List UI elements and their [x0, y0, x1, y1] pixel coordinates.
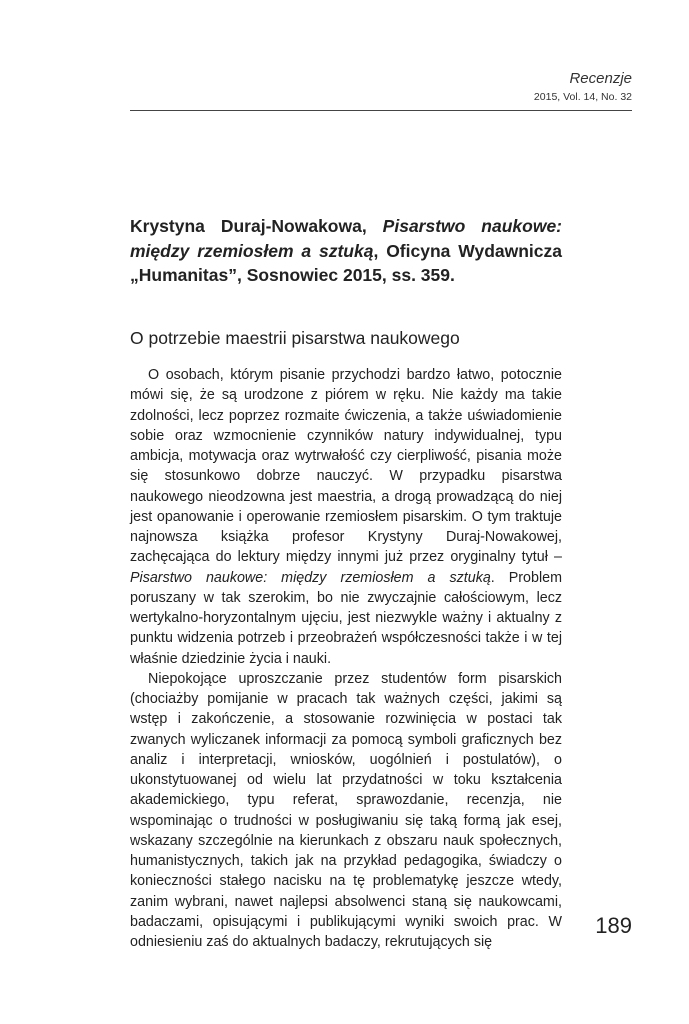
- paragraph-2: Niepokojące uproszczanie przez studentów form pisarskich (chociażby pomijanie w pracach tak ważnych części, jakimi są wstęp i zakończenie, a stosowanie rozwinięcia w postaci tak zwanych wyliczanek informacji za pomocą symboli graficznych bez analiz i interpretacji, wniosków, uogólnień i postulatów), o ukonstytuowanej od wielu lat przydatności w toku kształcenia akademickiego, typu referat, sprawozdanie, recenzja, nie wspominając o trudności w posługiwaniu się taką formą jak esej, wskazany szczególnie na kierunkach z obszaru nauk społecznych, humanistycznych, takich jak na przykład pedagogika, świadczy o konieczności stałego nacisku na tę problematykę jeszcze wtedy, zanim wybrani, nawet najlepsi absolwenci staną się naukowcami, badaczami, opisującymi i publikującymi wyniki swoich prac. W odniesieniu zaś do aktualnych badaczy, rekrutujących się: [130, 670, 562, 950]
- header-rule: [130, 110, 632, 111]
- section-title: O potrzebie maestrii pisarstwa naukowego: [130, 328, 460, 348]
- issue-info: 2015, Vol. 14, No. 32: [533, 91, 632, 103]
- book-citation: [130, 214, 562, 288]
- citation-author: Krystyna Duraj-Nowakowa,: [130, 216, 383, 236]
- citation-publication: , Oficyna Wydawnicza „Humanitas”, Sosnowiec 2015, ss. 359.: [130, 240, 562, 285]
- journal-title: Recenzje: [569, 70, 632, 87]
- running-header: [130, 70, 632, 104]
- paragraph-1-book-title: Pisarstwo naukowe: między rzemiosłem a sztuką: [130, 569, 491, 586]
- page-number: 189: [595, 913, 632, 938]
- paragraph-1: [130, 365, 562, 669]
- review-body: [130, 365, 562, 952]
- paragraph-1-text-b: . Problem poruszany w tak szerokim, bo nie zwyczajnie całościowym, lecz wertykalno-horyzontalnym ujęciu, jest niezwykle ważny i aktualny z punktu widzenia potrzeb i przeobrażeń współczesności także i w tej właśnie dziedzinie życia i nauki.: [130, 569, 563, 667]
- citation-book-title: Pisarstwo naukowe: między rzemiosłem a sztuką: [130, 216, 563, 261]
- paragraph-1-text-a: O osobach, którym pisanie przychodzi bardzo łatwo, potocznie mówi się, że są urodzone z piórem w ręku. Nie każdy ma takie zdolności, lecz poprzez rozmaite ćwiczenia, a także uświadomienie sobie oraz wzmocnienie czynników natury indywidualnej, typu ambicja, motywacja oraz wytrwałość czy cierpliwość, pisania może się stosunkowo dobrze nauczyć. W przypadku pisarstwa naukowego nieodzowna jest maestria, a drogą prowadzącą do niej jest opanowanie i operowanie rzemiosłem pisarskim. O tym traktuje najnowsza książka profesor Krystyny Duraj-Nowakowej, zachęcająca do lektury między innymi już przez oryginalny tytuł –: [130, 367, 562, 566]
